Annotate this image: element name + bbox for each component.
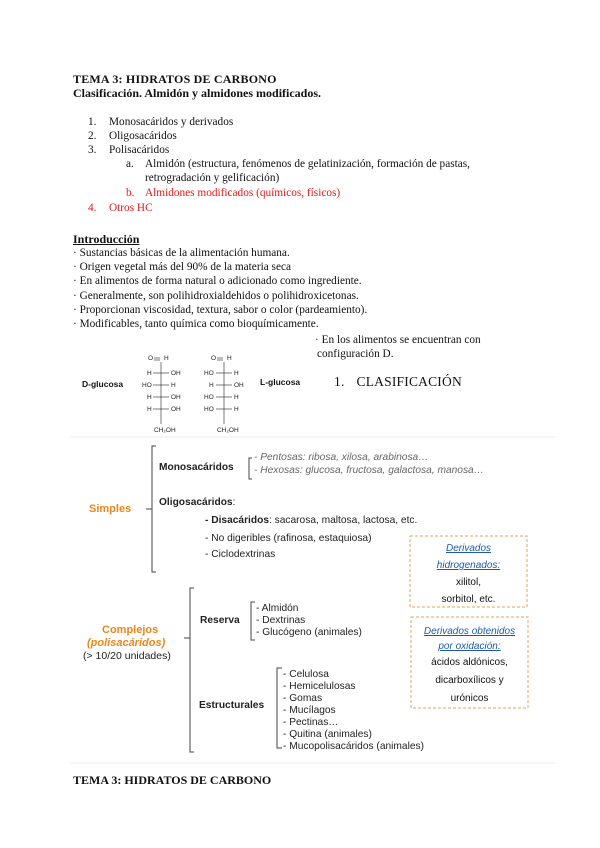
configuration-note: · En los alimentos se encuentran con configuración D. [315,334,481,360]
svg-text:H: H [209,382,214,389]
svg-text:O: O [211,355,217,362]
toc-item-4: 4. Otros HC [88,202,153,214]
hexosas-text: - Hexosas: glucosa, fructosa, galactosa, manosa… [254,465,484,476]
svg-text:H: H [164,355,169,362]
derivados-hidrogenados: Derivados hidrogenados: xilitol, sorbitol, etc. [436,543,501,605]
intro-bullet: · Sustancias básicas de la alimentación humana. [73,247,290,259]
svg-text:H: H [227,355,232,362]
toc-item-3b: b. Almidones modificados (químicos, físicos) [126,187,341,199]
d-glucosa-label: D-glucosa [82,379,124,389]
intro-bullet: · Modificables, tanto química como bioquímicamente. [73,318,319,331]
svg-text:OH: OH [234,382,244,389]
page-title: TEMA 3: HIDRATOS DE CARBONO [73,72,277,86]
svg-text:OH: OH [171,394,181,401]
reserva-label: Reserva [200,615,240,626]
estructurales-label: Estructurales [199,700,265,711]
reserva-item: - Dextrinas [256,615,306,626]
estructurales-item: - Gomas [283,693,323,704]
svg-text:H: H [147,394,152,401]
estructurales-item: - Pectinas… [283,717,339,728]
toc-item-3: 3. Polisacáridos [88,144,170,156]
page-subtitle: Clasificación. Almidón y almidones modificados. [73,86,322,100]
svg-text:H: H [147,370,152,377]
svg-text:H: H [234,406,239,413]
svg-text:HO: HO [204,394,214,401]
no-digeribles-text: - No digeribles (rafinosa, estaquiosa) [205,533,372,544]
svg-text:CH₂OH: CH₂OH [217,427,239,434]
unidades-label: (> 10/20 unidades) [83,650,171,662]
pentosas-text: - Pentosas: ribosa, xilosa, arabinosa… [254,452,429,463]
intro-bullet: · Proporcionan viscosidad, textura, sabor o color (pardeamiento). [73,303,368,316]
intro-bullet: · Generalmente, son polihidroxialdehidos o polihidroxicetonas. [73,289,359,302]
svg-text:H: H [234,370,239,377]
ciclodextrinas-text: - Ciclodextrinas [205,549,276,560]
toc-item-2: 2. Oligosacáridos [88,130,177,142]
toc-item-3a: a. Almidón (estructura, fenómenos de gelatinización, formación de pastas, retrogradación y gelificación) [126,158,470,184]
oligosacaridos-line: Oligosacáridos: [159,497,236,508]
svg-text:H: H [147,406,152,413]
reserva-item: - Glucógeno (animales) [256,627,362,638]
estructurales-item: - Quitina (animales) [283,729,372,740]
reserva-item: - Almidón [256,603,299,614]
toc-item-1: 1. Monosacáridos y derivados [88,116,234,128]
intro-bullet: · Origen vegetal más del 90% de la materia seca [73,261,291,274]
complejos-label: Complejos [102,624,159,636]
next-page-title: TEMA 3: HIDRATOS DE CARBONO [73,773,272,787]
svg-text:HO: HO [204,370,214,377]
disacaridos-line: - Disacáridos: sacarosa, maltosa, lactosa, etc. [205,515,418,526]
svg-text:HO: HO [142,382,152,389]
monosacaridos-label: Monosacáridos [159,462,234,473]
estructurales-item: - Hemicelulosas [283,681,356,692]
classification-heading: 1. CLASIFICACIÓN [334,374,462,389]
estructurales-item: - Mucopolisacáridos (animales) [283,741,424,752]
svg-text:OH: OH [171,406,181,413]
svg-text:OH: OH [171,370,181,377]
svg-text:O: O [148,355,154,362]
polisacaridos-label: (polisacáridos) [87,637,166,649]
intro-heading: Introducción [73,232,140,246]
l-glucosa-label: L-glucosa [260,377,301,387]
derivados-oxidacion: Derivados obtenidos por oxidación: ácidos aldónicos, dicarboxílicos y urónicos [423,626,516,704]
estructurales-item: - Celulosa [283,669,329,680]
svg-text:HO: HO [204,406,214,413]
svg-text:CH₂OH: CH₂OH [154,427,176,434]
simples-label: Simples [89,503,132,515]
svg-text:H: H [171,382,176,389]
estructurales-item: - Mucílagos [283,705,336,716]
svg-text:H: H [234,394,239,401]
intro-bullet: · En alimentos de forma natural o adicionado como ingrediente. [73,275,362,288]
